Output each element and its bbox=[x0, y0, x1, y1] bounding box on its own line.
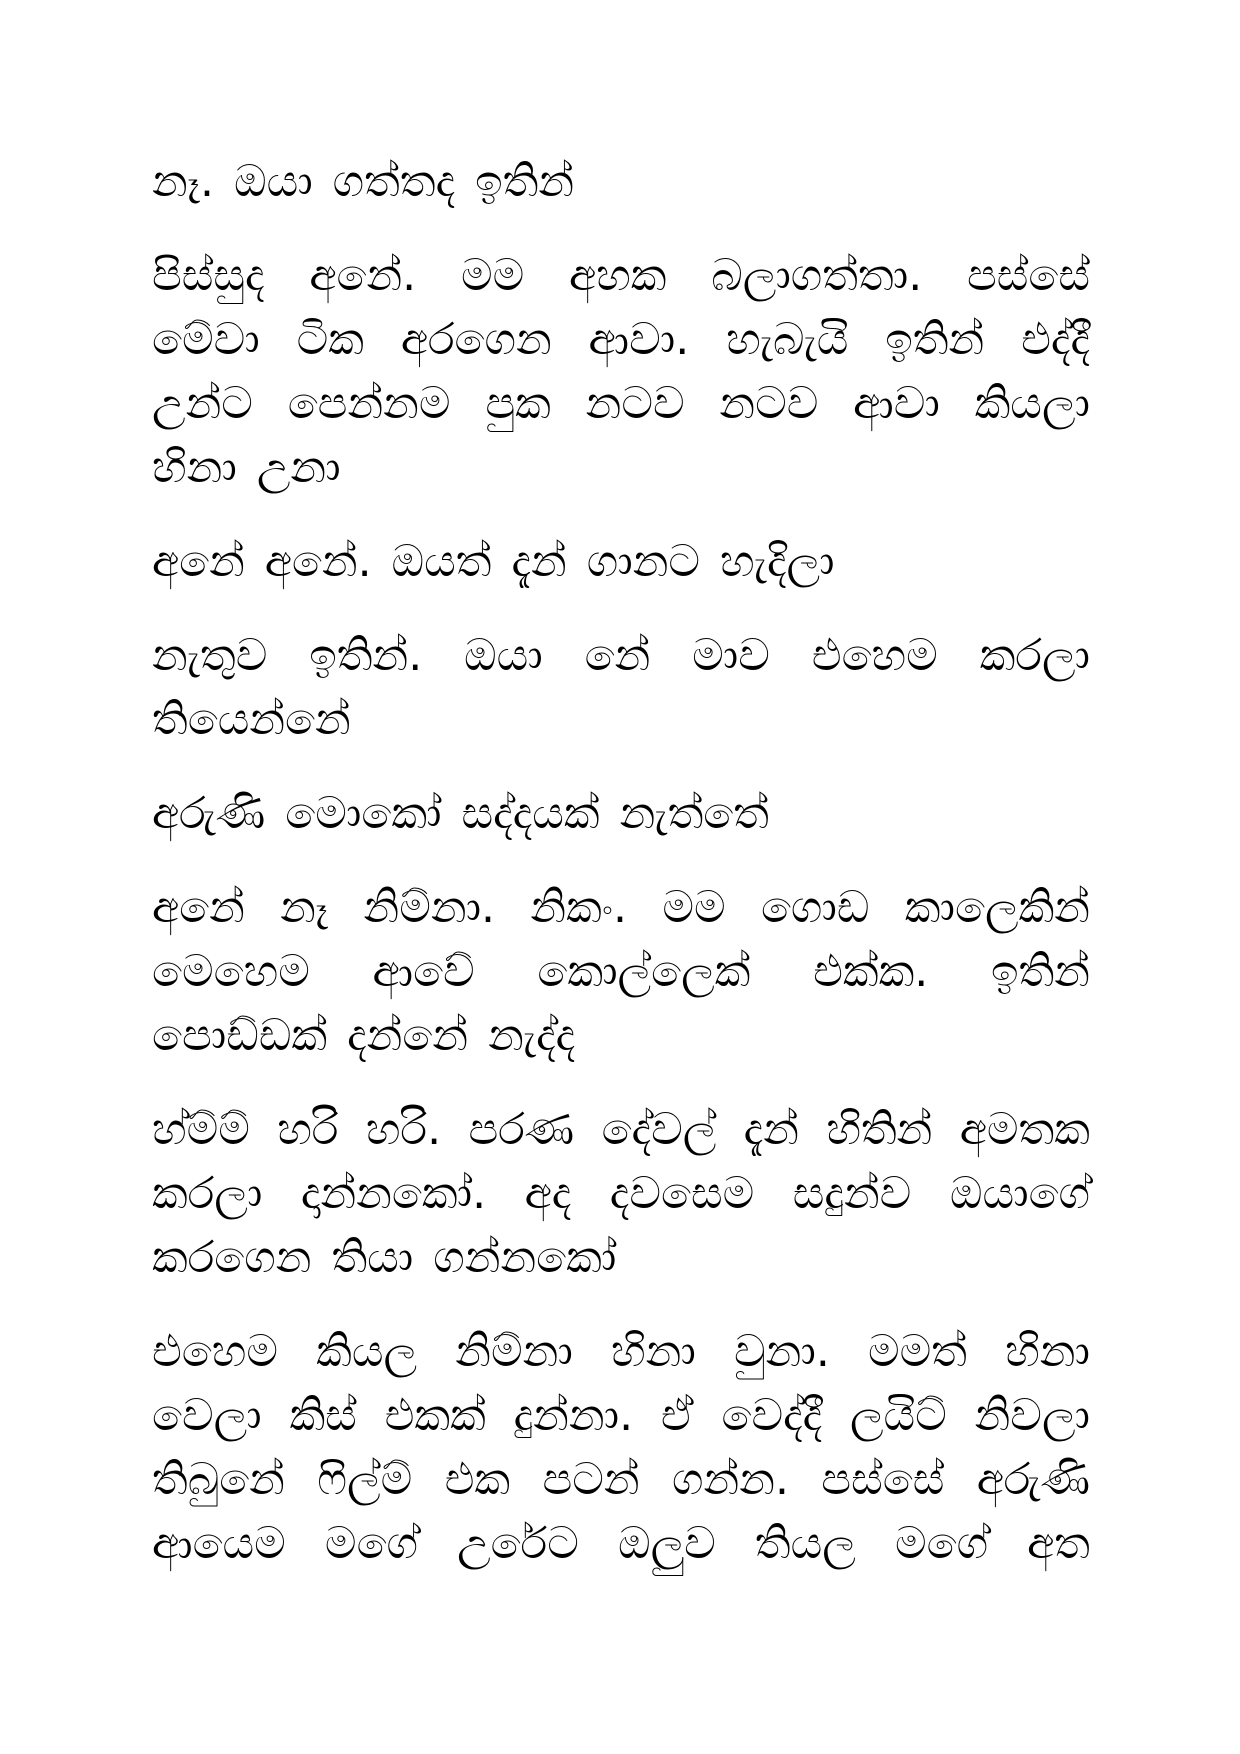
paragraph-5: අරුණි මොකෝ සද්දයක් නැත්තේ bbox=[152, 788, 769, 839]
paragraph-7: හ්ම්ම් හරි හරි. පරණ දේවල් දැන් හිතින් අමතක කරලා දාන්නකෝ. අද දවසෙම සදුන්ව ඔයාගේ කරගෙන තියා ගන්නකෝ bbox=[152, 1104, 1090, 1283]
paragraph-1: නෑ. ඔයා ගත්තද ඉතින් bbox=[152, 156, 575, 207]
paragraph-4: නැතුව ඉතින්. ඔයා නේ මාව එහෙම කරලා තියෙන්නේ bbox=[152, 630, 1090, 745]
text-body bbox=[152, 150, 1090, 1606]
paragraph-6: අනේ නෑ නිම්නා. නිකං. මම ගොඩ කාලෙකින් මෙහෙම ආවේ කොල්ලෙක් එක්ක. ඉතින් පොඩ්ඩක් දන්නේ නැද්ද bbox=[152, 882, 1090, 1061]
paragraph-3: අනේ අනේ. ඔයත් දැන් ගානට හැදිලා bbox=[152, 536, 835, 587]
paragraph-2: පිස්සුද අනේ. මම අහක බලාගත්තා. පස්සේ මේවා ටික අරගෙන ආවා. හැබැයි ඉතින් එද්දී උන්ට පෙන්නම පුක නටව නටව ආවා කියලා හිනා උනා bbox=[152, 250, 1090, 493]
paragraph-8: එහෙම කියල නිම්නා හිනා වුනා. මමත් හිනා වෙලා කිස් එකක් දුන්නා. ඒ වෙද්දී ලයිට් නිවලා තිබුනේ ෆිල්ම් එක පටන් ගන්න. පස්සේ අරුණි ආයෙම මගේ උරේට ඔලුව තියල මගේ අත bbox=[152, 1326, 1090, 1569]
